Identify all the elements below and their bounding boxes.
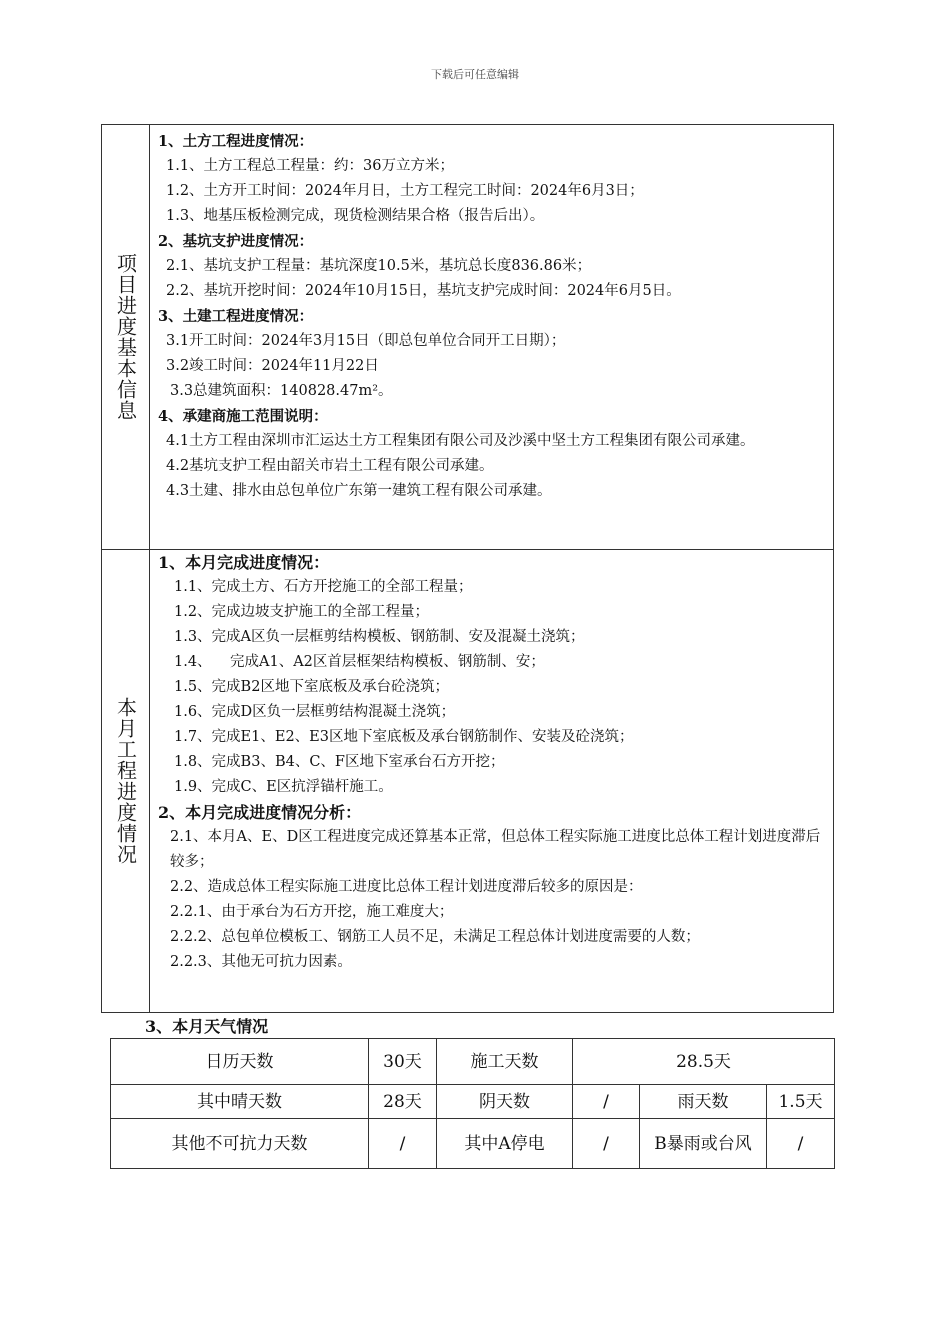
section-heading: 1、本月完成进度情况：: [158, 553, 330, 572]
content-line: 2.2.2、总包单位模板工、钢筋工人员不足，未满足工程总体计划进度需要的人数；: [170, 929, 700, 945]
cloudy-days-value: /: [573, 1085, 640, 1119]
force-majeure-label: 其他不可抗力天数: [111, 1119, 369, 1169]
content-line: 1.9、完成C、E区抗浮锚杆施工。: [174, 779, 393, 795]
section-label: 本月工程进度情况: [113, 697, 138, 865]
calendar-days-value: 30天: [369, 1039, 437, 1085]
section-heading: 2、本月完成进度情况分析：: [158, 803, 362, 822]
content-line: 1.3、地基压板检测完成，现货检测结果合格（报告后出）。: [166, 208, 545, 224]
power-outage-label: 其中A停电: [437, 1119, 573, 1169]
construction-days-label: 施工天数: [437, 1039, 573, 1085]
content-line: 4.3土建、排水由总包单位广东第一建筑工程有限公司承建。: [166, 483, 552, 499]
content-line: 1.4、 完成A1、A2区首层框架结构模板、钢筋制、安；: [174, 654, 545, 670]
section-heading: 1、土方工程进度情况：: [158, 133, 314, 150]
calendar-days-label: 日历天数: [111, 1039, 369, 1085]
progress-table: [101, 124, 834, 1013]
force-majeure-value: /: [369, 1119, 437, 1169]
construction-days-value: 28.5天: [573, 1039, 835, 1085]
weather-table: [110, 1038, 835, 1169]
section-heading: 2、基坑支护进度情况：: [158, 233, 314, 250]
content-line: 3.3总建筑面积：140828.47m²。: [170, 383, 393, 399]
table-row: [111, 1085, 835, 1119]
cloudy-days-label: 阴天数: [437, 1085, 573, 1119]
content-line: 2.2.3、其他无可抗力因素。: [170, 954, 352, 970]
content-line: 3.2竣工时间：2024年11月22日: [166, 358, 379, 374]
storm-label: B暴雨或台风: [640, 1119, 767, 1169]
content-line: 1.7、完成E1、E2、E3区地下室底板及承台钢筋制作、安装及砼浇筑；: [174, 729, 634, 745]
content-line: 3.1开工时间：2024年3月15日（即总包单位合同开工日期）；: [166, 333, 566, 349]
sunny-days-label: 其中晴天数: [111, 1085, 369, 1119]
table-row: [111, 1119, 835, 1169]
section-label-cell: [102, 125, 150, 549]
content-line: 1.3、完成A区负一层框剪结构模板、钢筋制、安及混凝土浇筑；: [174, 629, 585, 645]
section-content: [158, 550, 825, 975]
content-line: 1.5、完成B2区地下室底板及承台砼浇筑；: [174, 679, 449, 695]
rainy-days-label: 雨天数: [640, 1085, 767, 1119]
storm-value: /: [767, 1119, 835, 1169]
content-line: 2.2.1、由于承台为石方开挖，施工难度大；: [170, 904, 454, 920]
section-label-cell: [102, 550, 150, 1012]
section-heading: 3、土建工程进度情况：: [158, 308, 314, 325]
sunny-days-value: 28天: [369, 1085, 437, 1119]
rainy-days-value: 1.5天: [767, 1085, 835, 1119]
section-monthly-progress: [102, 550, 833, 1012]
section-label: 项目进度基本信息: [113, 253, 138, 421]
content-line: 1.1、完成土方、石方开挖施工的全部工程量；: [174, 579, 473, 595]
content-line: 1.6、完成D区负一层框剪结构混凝土浇筑；: [174, 704, 456, 720]
section-content: [158, 129, 825, 504]
content-line: 2.1、本月A、E、D区工程进度完成还算基本正常，但总体工程实际施工进度比总体工程计划进度滞后较多；: [170, 829, 821, 870]
content-line: 1.2、完成边坡支护施工的全部工程量；: [174, 604, 430, 620]
content-line: 1.8、完成B3、B4、C、F区地下室承台石方开挖；: [174, 754, 505, 770]
section-basic-info: [102, 125, 833, 550]
content-line: 2.2、基坑开挖时间：2024年10月15日，基坑支护完成时间：2024年6月5日。: [166, 283, 681, 299]
content-line: 1.2、土方开工时间：2024年月日，土方工程完工时间：2024年6月3日；: [166, 183, 644, 199]
content-line: 1.1、土方工程总工程量：约：36万立方米；: [166, 158, 455, 174]
content-line: 4.2基坑支护工程由韶关市岩土工程有限公司承建。: [166, 458, 494, 474]
header-note: 下载后可任意编辑: [431, 68, 519, 81]
table-row: [111, 1039, 835, 1085]
content-line: 4.1土方工程由深圳市汇运达土方工程集团有限公司及沙溪中坚土方工程集团有限公司承建。: [166, 433, 755, 449]
content-line: 2.1、基坑支护工程量：基坑深度10.5米，基坑总长度836.86米；: [166, 258, 592, 274]
section-heading: 4、承建商施工范围说明：: [158, 408, 328, 425]
weather-title: 3、本月天气情况: [145, 1017, 269, 1036]
content-line: 2.2、造成总体工程实际施工进度比总体工程计划进度滞后较多的原因是：: [170, 879, 643, 895]
power-outage-value: /: [573, 1119, 640, 1169]
